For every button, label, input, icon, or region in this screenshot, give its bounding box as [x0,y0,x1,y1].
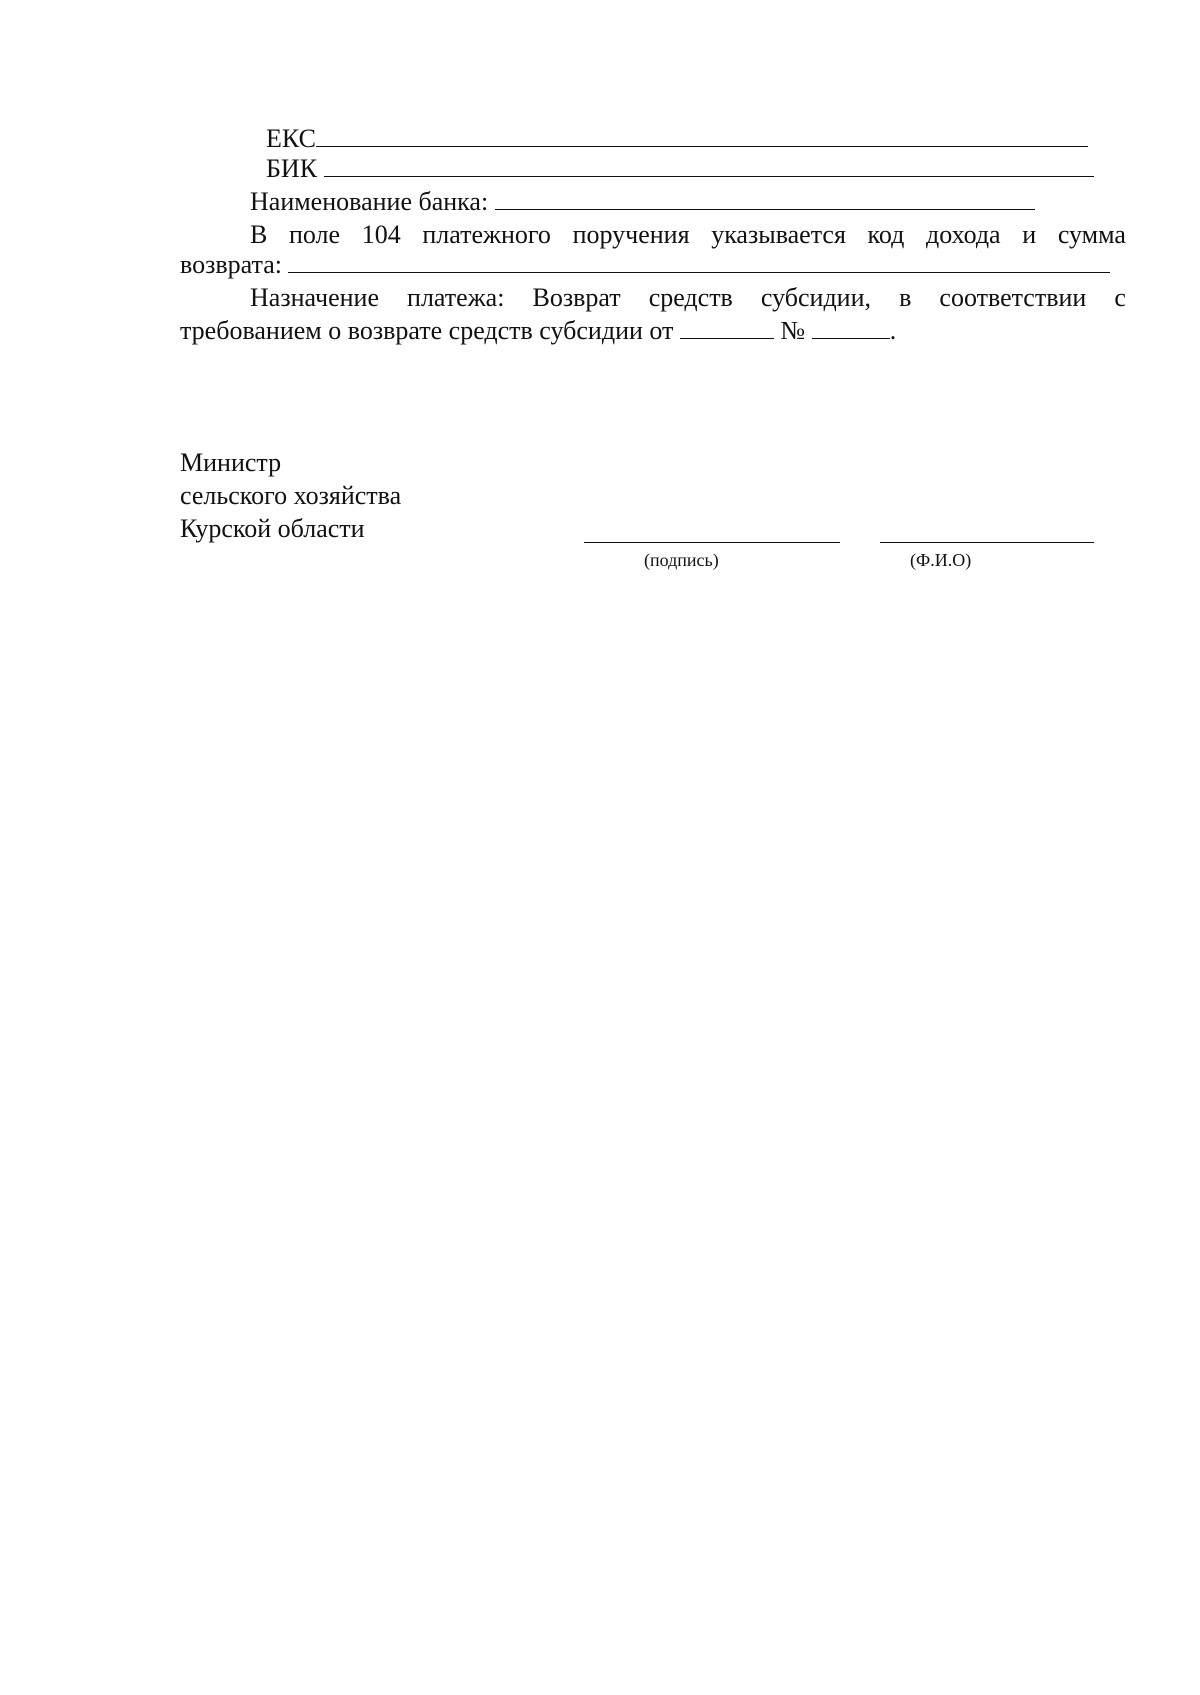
number-blank [812,316,890,339]
bik-row [266,154,1094,184]
field104-word: код [867,220,905,249]
number-sign: № [780,316,806,345]
bank-blank [495,187,1035,210]
purpose-word: с [1114,283,1126,312]
field104-word: поручения [572,220,690,249]
purpose-continuation [180,316,896,346]
field104-word: поле [288,220,341,249]
purpose-word: средств [648,283,733,312]
bank-label: Наименование банка: [250,187,489,216]
eks-blank [316,124,1088,147]
purpose-cont-text: требованием о возврате средств субсидии от [180,316,674,345]
amount-blank [288,250,1110,273]
purpose-word: соответствии [939,283,1087,312]
field104-word: 104 [361,220,401,249]
name-caption: (Ф.И.О) [910,550,972,570]
bank-row [250,187,1035,217]
purpose-word: субсидии, [760,283,871,312]
position-line-1: Министр [180,448,282,477]
purpose-word: Назначение [250,283,379,312]
field104-word: сумма [1057,220,1126,249]
date-blank [680,316,774,339]
field104-word: дохода [925,220,1001,249]
field104-continuation [180,250,1110,280]
purpose-line [250,283,1126,313]
position-line-3: Курской области [180,514,365,543]
eks-label: ЕКС [266,124,316,153]
purpose-word: платежа: [407,283,505,312]
purpose-word: в [899,283,912,312]
field104-word: платежного [422,220,551,249]
field104-word: В [250,220,268,249]
field104-line [250,220,1126,250]
field104-word: и [1022,220,1037,249]
bik-label: БИК [266,154,318,183]
field104-cont-label: возврата: [180,250,282,279]
name-line [880,542,1094,543]
signature-line [584,542,840,543]
signature-caption: (подпись) [644,550,719,570]
purpose-word: Возврат [532,283,621,312]
end-period: . [889,316,897,345]
bik-blank [324,154,1094,177]
field104-word: указывается [711,220,846,249]
eks-row [266,124,1088,154]
position-line-2: сельского хозяйства [180,481,402,510]
